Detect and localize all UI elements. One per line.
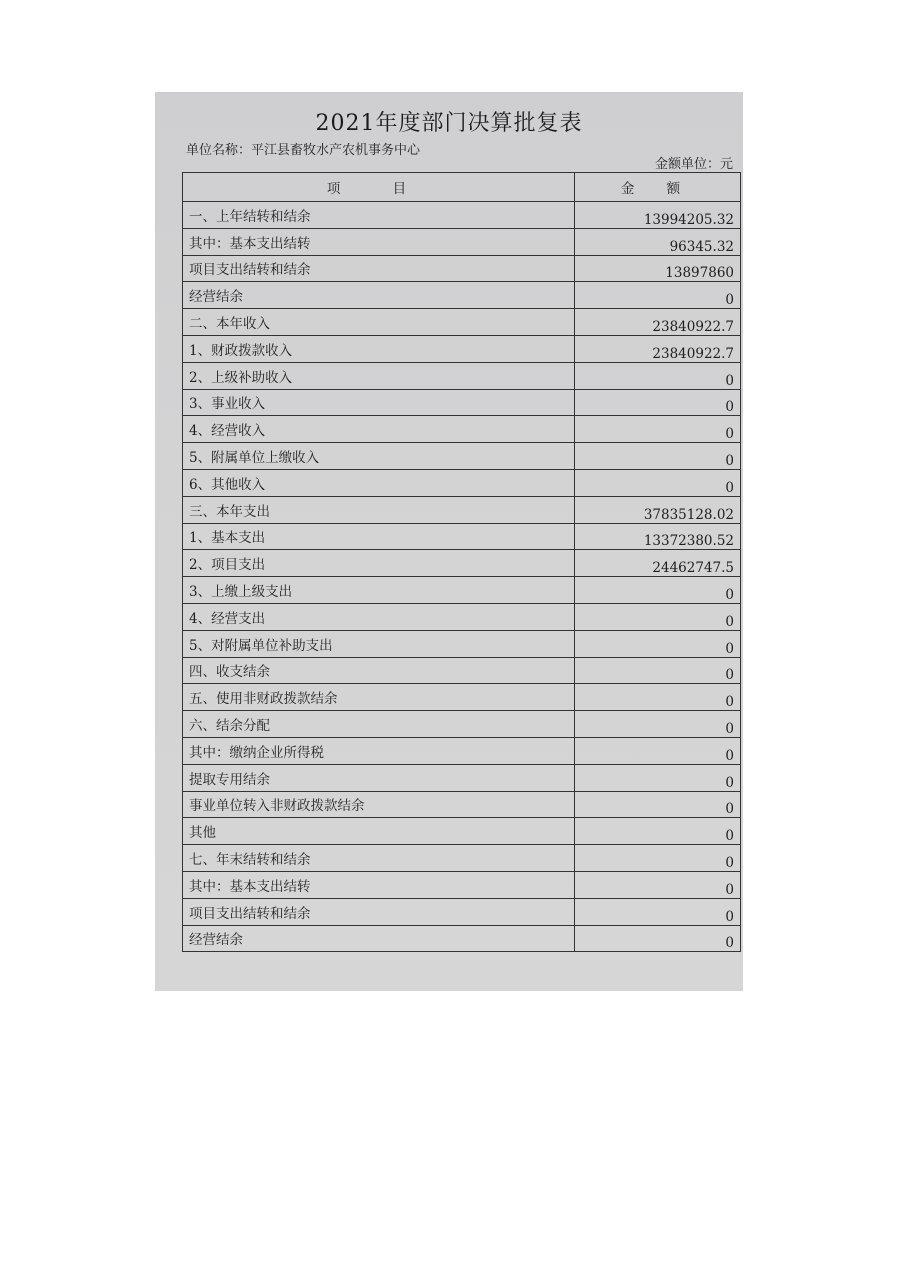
row-label: 三、本年支出 — [183, 496, 575, 523]
row-amount: 0 — [575, 737, 741, 764]
row-label: 2、上级补助收入 — [183, 362, 575, 389]
row-label: 事业单位转入非财政拨款结余 — [183, 791, 575, 818]
row-label: 4、经营支出 — [183, 603, 575, 630]
row-label: 提取专用结余 — [183, 764, 575, 791]
row-amount: 0 — [575, 657, 741, 684]
row-label: 六、结余分配 — [183, 711, 575, 738]
budget-table — [182, 172, 741, 952]
row-amount: 96345.32 — [575, 228, 741, 255]
table-row — [183, 603, 741, 630]
row-amount: 23840922.7 — [575, 309, 741, 336]
table-row — [183, 684, 741, 711]
row-label: 3、事业收入 — [183, 389, 575, 416]
row-amount: 13897860 — [575, 255, 741, 282]
row-amount: 0 — [575, 871, 741, 898]
row-label: 其中：基本支出结转 — [183, 871, 575, 898]
table-row — [183, 818, 741, 845]
row-label: 1、基本支出 — [183, 523, 575, 550]
header-amount: 金 额 — [575, 173, 741, 202]
table-row — [183, 550, 741, 577]
row-label: 3、上缴上级支出 — [183, 577, 575, 604]
table-row — [183, 791, 741, 818]
row-amount: 0 — [575, 469, 741, 496]
row-amount: 0 — [575, 764, 741, 791]
row-label: 2、项目支出 — [183, 550, 575, 577]
row-amount: 13994205.32 — [575, 202, 741, 229]
document-title: 2021年度部门决算批复表 — [315, 111, 583, 136]
row-amount: 0 — [575, 898, 741, 925]
row-label: 经营结余 — [183, 282, 575, 309]
row-label: 五、使用非财政拨款结余 — [183, 684, 575, 711]
table-row — [183, 469, 741, 496]
table-row — [183, 845, 741, 872]
table-body — [183, 202, 741, 952]
row-label: 项目支出结转和结余 — [183, 898, 575, 925]
row-amount: 0 — [575, 925, 741, 952]
row-label: 4、经营收入 — [183, 416, 575, 443]
table-row — [183, 389, 741, 416]
table-row — [183, 416, 741, 443]
row-amount: 0 — [575, 443, 741, 470]
row-amount: 0 — [575, 845, 741, 872]
row-label: 二、本年收入 — [183, 309, 575, 336]
table-row — [183, 228, 741, 255]
row-label: 其中：缴纳企业所得税 — [183, 737, 575, 764]
table-row — [183, 711, 741, 738]
table-row — [183, 657, 741, 684]
table-row — [183, 443, 741, 470]
table-row — [183, 496, 741, 523]
row-label: 1、财政拨款收入 — [183, 335, 575, 362]
row-amount: 0 — [575, 684, 741, 711]
table-row — [183, 764, 741, 791]
row-label: 经营结余 — [183, 925, 575, 952]
row-label: 6、其他收入 — [183, 469, 575, 496]
row-amount: 13372380.52 — [575, 523, 741, 550]
row-amount: 0 — [575, 577, 741, 604]
table-row — [183, 282, 741, 309]
row-amount: 23840922.7 — [575, 335, 741, 362]
table-row — [183, 630, 741, 657]
table-row — [183, 737, 741, 764]
table-header-row — [183, 173, 741, 202]
table-row — [183, 362, 741, 389]
row-amount: 0 — [575, 818, 741, 845]
table-row — [183, 202, 741, 229]
row-label: 项目支出结转和结余 — [183, 255, 575, 282]
table-row — [183, 925, 741, 952]
row-amount: 0 — [575, 791, 741, 818]
row-label: 一、上年结转和结余 — [183, 202, 575, 229]
unit-name: 单位名称：平江县畜牧水产农机事务中心 — [186, 143, 421, 158]
header-item: 项 目 — [183, 173, 575, 202]
row-amount: 0 — [575, 282, 741, 309]
row-amount: 0 — [575, 416, 741, 443]
table-row — [183, 335, 741, 362]
row-label: 5、对附属单位补助支出 — [183, 630, 575, 657]
row-amount: 0 — [575, 711, 741, 738]
row-amount: 0 — [575, 603, 741, 630]
row-amount: 0 — [575, 630, 741, 657]
row-label: 其他 — [183, 818, 575, 845]
scanned-page — [155, 92, 743, 991]
row-amount: 24462747.5 — [575, 550, 741, 577]
table-row — [183, 523, 741, 550]
row-amount: 37835128.02 — [575, 496, 741, 523]
row-label: 七、年末结转和结余 — [183, 845, 575, 872]
money-unit: 金额单位：元 — [654, 157, 733, 172]
row-label: 5、附属单位上缴收入 — [183, 443, 575, 470]
table-row — [183, 577, 741, 604]
table-row — [183, 255, 741, 282]
row-label: 其中：基本支出结转 — [183, 228, 575, 255]
table-row — [183, 309, 741, 336]
row-amount: 0 — [575, 389, 741, 416]
table-row — [183, 898, 741, 925]
table-row — [183, 871, 741, 898]
row-label: 四、收支结余 — [183, 657, 575, 684]
row-amount: 0 — [575, 362, 741, 389]
